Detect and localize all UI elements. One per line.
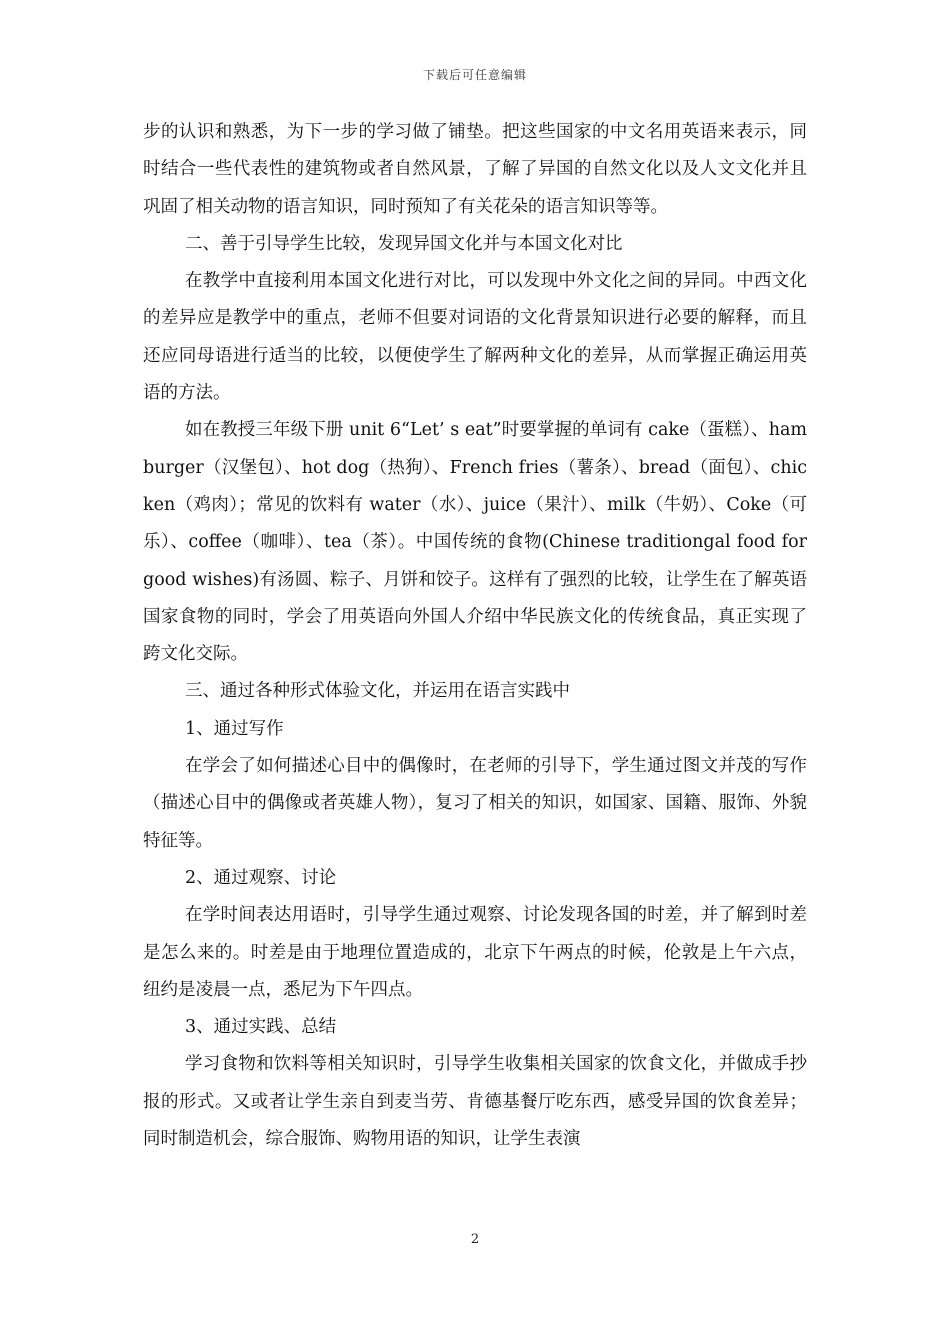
paragraph-intro-continuation: 步的认识和熟悉，为下一步的学习做了铺垫。把这些国家的中文名用英语来表示，同时结合一些代表性的建筑物或者自然风景，了解了异国的自然文化以及人文文化并且巩固了相关动物的语言知识，同时预知了有关花朵的语言知识等等。	[143, 122, 807, 217]
subheading-observation: 2、通过观察、讨论	[185, 867, 337, 888]
paragraph-writing: 在学会了如何描述心目中的偶像时，在老师的引导下，学生通过图文并茂的写作（描述心目中的偶像或者英雄人物），复习了相关的知识，如国家、国籍、服饰、外貌特征等。	[143, 756, 807, 851]
paragraph-practice: 学习食物和饮料等相关知识时，引导学生收集相关国家的饮食文化，并做成手抄报的形式。又或者让学生亲自到麦当劳、肯德基餐厅吃东西，感受异国的饮食差异；同时制造机会，综合服饰、购物用语的知识，让学生表演	[143, 1054, 807, 1150]
section-heading-3: 三、通过各种形式体验文化，并运用在语言实践中	[185, 681, 570, 702]
section-heading-2: 二、善于引导学生比较，发现异国文化并与本国文化对比	[185, 233, 623, 254]
paragraph-cultural-comparison: 在教学中直接利用本国文化进行对比，可以发现中外文化之间的异同。中西文化的差异应是教学中的重点，老师不但要对词语的文化背景知识进行必要的解释，而且还应同母语进行适当的比较，以便使学生了解两种文化的差异，从而掌握正确运用英语的方法。	[143, 271, 807, 404]
paragraph-food-vocabulary: 如在教授三年级下册 unit 6“Let’ s eat”时要掌握的单词有 cake（蛋糕）、hamburger（汉堡包）、hot dog（热狗）、French fries（薯条）、bread（面包）、chicken（鸡肉）；常见的饮料有 water（水）、juice（果汁）、milk（牛奶）、Coke（可乐）、coffee（咖啡）、tea（茶）。中国传统的食物(Chinese traditiongal food for good wishes)有汤圆、粽子、月饼和饺子。这样有了强烈的比较，让学生在了解英语国家食物的同时，学会了用英语向外国人介绍中华民族文化的传统食品，真正实现了跨文化交际。	[143, 420, 807, 665]
page-number: 2	[470, 1232, 480, 1247]
document-body	[143, 114, 807, 1158]
subheading-writing: 1、通过写作	[185, 718, 284, 739]
page-header: 下载后可任意编辑	[422, 68, 527, 82]
subheading-practice: 3、通过实践、总结	[185, 1017, 337, 1038]
paragraph-time-difference: 在学时间表达用语时，引导学生通过观察、讨论发现各国的时差，并了解到时差是怎么来的。时差是由于地理位置造成的，北京下午两点的时候，伦敦是上午六点，纽约是凌晨一点，悉尼为下午四点。	[143, 905, 807, 1000]
